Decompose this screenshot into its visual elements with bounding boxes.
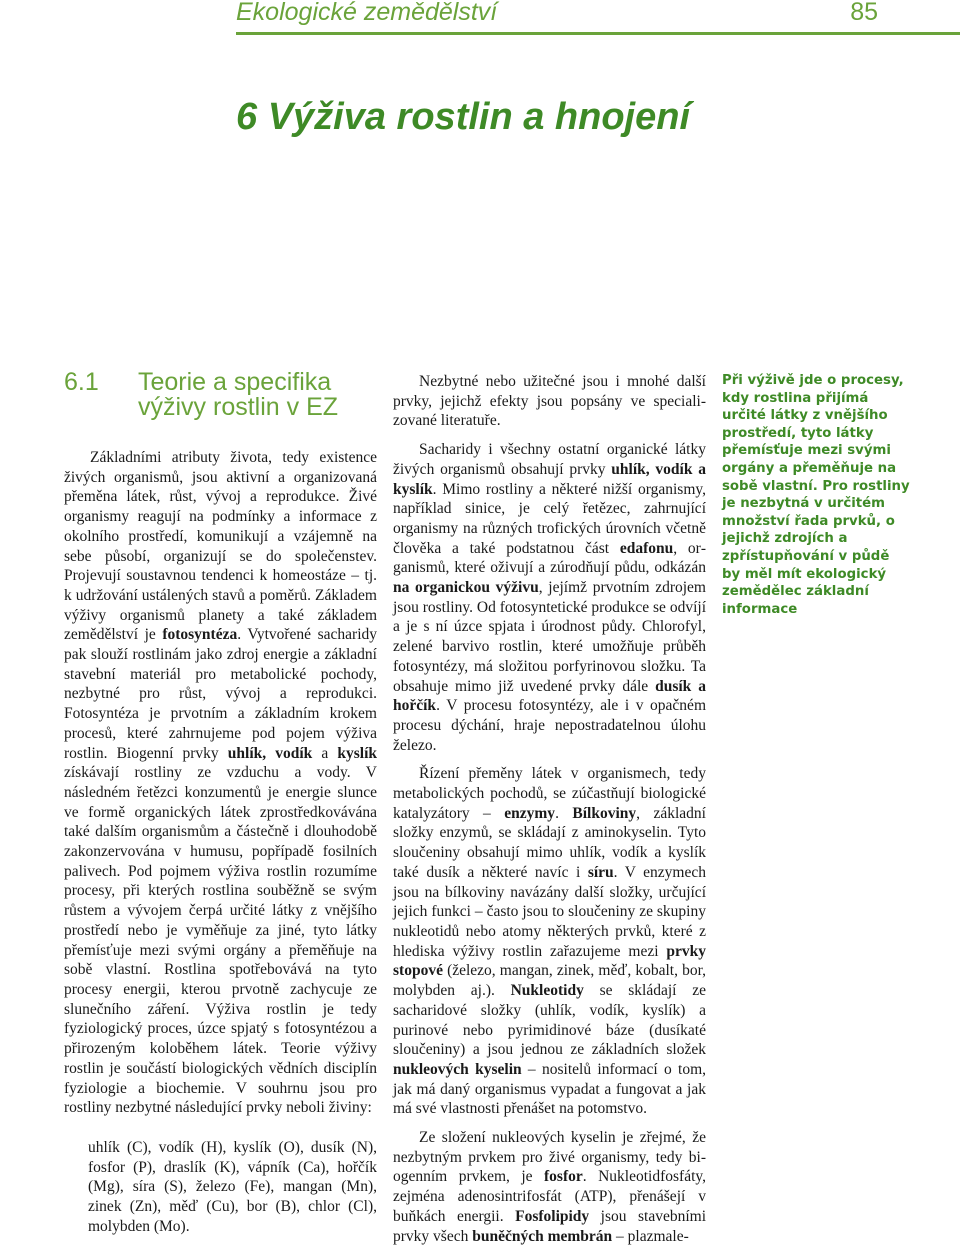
bold-term: prvky stopové <box>393 942 706 980</box>
section-number: 6.1 <box>64 368 99 396</box>
paragraph: Nezbytné nebo užitečné jsou i mnohé další prvky, jejichž efekty jsou popsány ve specializované literatuře. <box>393 373 706 430</box>
bold-term: buněčných membrán <box>472 1227 613 1245</box>
bold-term: Fosfolipidy <box>515 1207 590 1225</box>
bold-term: síru <box>587 863 614 881</box>
left-column <box>64 448 377 1236</box>
middle-column <box>393 372 706 1246</box>
nutrient-list-text: uhlík (C), vodík (H), kyslík (O), dusík (N), fosfor (P), draslík (K), vápník (Ca), hořčík (Mg), síra (S), železo (Fe), mangan (Mn), zinek (Zn), měď (Cu), bor (B), chlor (Cl), molybden (Mo). <box>88 1138 377 1235</box>
text-run: – nositelů informací o tom, jak má daný organismus vypadat a fungovat a jak má své vlastnosti přenášet na potomstvo. <box>393 1060 706 1118</box>
bold-term: nukleových kyselin <box>393 1060 522 1078</box>
header-rule <box>236 32 960 35</box>
text-run: . Vytvořené sacharidy pak slouží rostlinám jako zdroj energie a základní stavební materiál pro metabolické pochody, nezbytné pro růst, vývoj a reprodukci. Fotosyntéza je prvotním a základním krokem procesů, které zahrnujeme pod pojem výživa rostlin. Biogenní prvky <box>64 626 377 762</box>
paragraph <box>393 1128 706 1246</box>
text-run: . Mimo rostliny a některé nižší organismy, například sinice, je celý řetězec, zahrnující organismy na různých trofických úrovních včetně člověka a také podstatnou část <box>393 480 706 557</box>
text-run: získávají rostliny ze vzduchu a vody. V následném řetězci konzumentů je energie slunce ve formě organických látek zprostředkovávána také dalším organismům a částečně i dlouhodobě zakonzervována v humusu, popřípadě fosilních palivech. Pod pojmem výživa rostlin rozumíme procesy, při kterých rostlina souběžně se svým růstem a vývojem čerpá určité látky z vnějšího prostředí nebo je vyměňuje za jiné, tyto látky přemísťuje mezi svými orgány a přeměňuje na sobě vlastní. Rostlina spotřebovává na tyto procesy energii, kterou prvotně zachycuje ze slunečního záření. Výživa rostlin je tedy fyziologický proces, úzce spjatý s fotosyntézou a přirozeným koloběhem látek. Teorie výživy rostlin je součástí biologických vědních disciplín fyziologie a biochemie. V souhrnu jsou pro rostliny nezbytné následující prvky neboli živiny: <box>64 764 377 1117</box>
text-run: Řízení přeměny látek v organismech, tedy metabolických pochodů, se zúčastňují biologické katalyzátory – <box>393 765 706 822</box>
section-heading <box>64 370 364 420</box>
text-run: se skládají ze sacharidové složky (uhlík, vodík, kyslík) a purinové nebo pyrimidinové báze (dusíkaté sloučeniny) a jsou jednou ze základních složek <box>393 982 706 1059</box>
text-run: , organismů, které oživují a zúrodňují půdu, odkázán <box>393 539 706 577</box>
text-run: , jejímž prvotním zdrojem jsou rostliny. Od fotosyntetické produkce se odvíjí a je s ní úzce spjata i úrodnost půdy. Chlorofyl, zelené barvivo rostlin, které umožňuje průběh fotosyntézy, má složitou porfyrinovou složku. Ta obsahuje mimo již uvedené prvky dále <box>393 579 706 695</box>
page-number: 85 <box>850 0 878 26</box>
text-run: (železo, mangan, zinek, měď, kobalt, bor, molybden aj.). <box>393 962 706 1000</box>
bold-term: kyslík <box>337 744 377 762</box>
text-run: a <box>312 744 338 762</box>
text-run: . V procesu fotosyntézy, ale i v opačném procesu dýchání, hraje nepostradatelnou úlohu železo. <box>393 697 706 754</box>
text-run: – plazmale- <box>612 1227 689 1245</box>
paragraph <box>393 440 706 755</box>
text-run: Základními atributy života, tedy existence živých organismů, jsou aktivní a organizovaná přeměna látek, růst, vývoj a reprodukce. Živé organismy reagují na podmínky a informace z okolního prostředí, komunikují a vzájemně na sebe působí, organizují se do společenstev. Projevují soustavnou tendenci k homeostáze – tj. k udržování ustálených stavů a poměrů. Základem výživy organismů planety a také základem zemědělství je <box>64 449 377 644</box>
text-run: . V enzymech jsou na bílkoviny navázány další složky, určující jejich funkci – často jsou to sloučeniny ze skupiny nukleotidů nebo atomy některých prvků, které z hlediska výživy rostlin zařazujeme mezi <box>393 863 707 960</box>
paragraph <box>393 764 706 1119</box>
text-run: Sacharidy i všechny ostatní organické látky živých organismů obsahují prvky <box>393 441 706 478</box>
section-title-line-1: Teorie a specifika <box>138 368 332 396</box>
chapter-title: 6 Výživa rostlin a hnojení <box>236 96 691 138</box>
bold-term: edafonu <box>619 539 674 557</box>
nutrient-list <box>64 1138 377 1237</box>
bold-term: Bílkoviny <box>572 804 637 822</box>
bold-term: Nukleotidy <box>510 982 584 1000</box>
text-run: , základní složky enzymů, se skládají z aminokyselin. Tyto sloučeniny obsahují mimo uhlík, vodík a kyslík také dusík a některé navíc i <box>393 804 706 881</box>
bold-term: na organickou výživu <box>393 579 539 597</box>
bold-term: uhlík, vodík <box>227 744 313 762</box>
text-run: jsou stavebními prvky všech <box>393 1207 707 1245</box>
text-run: Ze složení nukleových kyselin je zřejmé, že nezbytným prvkem pro živé organismy, tedy biogenním prvkem, je <box>393 1129 706 1186</box>
paragraph <box>64 448 377 1118</box>
margin-note: Při výživě jde o procesy, kdy rostlina přijímá určité látky z vnějšího prostředí, tyto látky přemísťuje mezi svými orgány a přeměňuje na sobě vlastní. Pro rostliny je nezbytná v určitém množství řada prvků, o jejichž zdrojích a zpřístupňování v půdě by měl mít ekologický zemědělec základní informace <box>722 373 910 617</box>
text-run: . <box>555 804 573 822</box>
text-run: . Nukleotidfosfáty, zejména adenosintrifosfát (ATP), přenášejí v buňkách energii. <box>393 1168 706 1225</box>
bold-term: dusík a hořčík <box>393 677 706 715</box>
bold-term: uhlík, vodík a kyslík <box>393 460 706 498</box>
section-title-line-2: výživy rostlin v EZ <box>138 393 339 421</box>
bold-term: fosfor <box>544 1168 583 1186</box>
running-header-title: Ekologické zemědělství <box>236 0 498 26</box>
bold-term: enzymy <box>504 804 556 822</box>
bold-term: fotosyntéza <box>162 626 238 644</box>
